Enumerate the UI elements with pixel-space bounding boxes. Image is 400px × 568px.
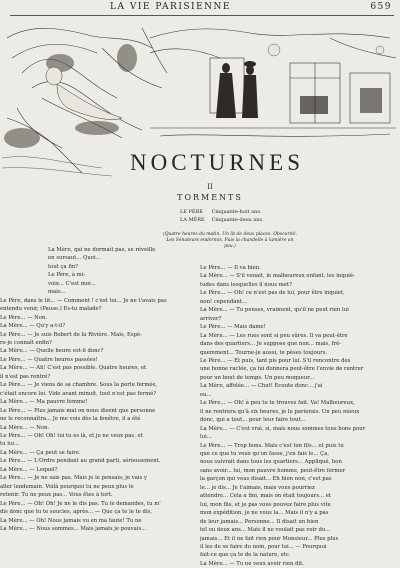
text-line: arriver? [200,315,222,322]
cast-description: Cinquante-huit ans. [211,209,262,215]
text-line: mon expédition, je ne vous la... Mais il n'y a pas [200,510,329,517]
text-line: en sursaut... Quoi... [48,255,101,262]
text-line: La Mère... — Tu penses, vraiment, qu'il ne peut rien lui [200,307,349,314]
text-line: nous suivrait dans tous les quartiers... Appliqué, bon [200,459,342,466]
text-line: Le Père... — Je viens de sa chambre. Sous la porte fermée, [0,382,158,389]
text-line: La Mère, qui ne dormait pas, se réveille [48,247,156,253]
text-line: La Mère... — Ça peut se faire. [0,449,81,456]
page-number: 659 [370,2,392,12]
text-line: La Mère... — Ah! C'est pas possible. Quatre heures, et [0,365,147,372]
text-line: tu lui... [0,441,20,448]
text-line: dis donc que tu te soucies, après... — Que ça te le te dis, [0,509,153,516]
text-line: Le Père... — Oh! Oh! toi tu es là, et je ne veux pas, et [0,432,143,439]
left-text-column [0,246,186,533]
text-line: La Mère... — Tu ne veux avoir rien dit. [200,560,304,567]
text-line: pour un bout de temps. Un peu moqueur... [200,374,315,381]
text-line: sans avoir... lui, mon pauvre homme, peut-être fermer [200,467,346,474]
text-line: ne le reconnaîtra... Je me vois dès la fenêtre, il a été [0,416,141,423]
text-line: aller lendemain. Voilà pourquoi tu ne peux plus le [0,483,134,490]
text-line: le... je dis... Je t'aimais, mais vous pourriez [200,484,315,491]
text-line: Le Père... — Il va bien. [200,265,261,271]
cast-row [180,208,264,216]
text-line: Le Père... — Oh! ce n'est pas de lui, pour être inquiet, [200,290,345,297]
text-line: re-je connaît enfin? [0,339,52,346]
text-line: La Mère... — C'est vrai, si, mais nous sommes tous bons pour [200,425,366,432]
cast-list [180,208,264,224]
text-line: non! cependant... [200,298,248,305]
text-line: eu... [200,391,212,398]
text-line: La Mère... — Les rues sont si peu sûres. Il va peut-être [200,332,348,339]
text-line: que ce que tu veux qu'on fasse, j'en fais le... Ça, [200,450,330,457]
text-line: fait-ce que ça te de la nature, etc. [200,552,291,559]
text-line: c'était encore lui. Vide avant minuit, tout n'est pas fermé? [0,390,157,397]
cast-role: LA MÈRE [180,217,205,223]
text-line: La Mère... — Quelle heure est-il donc? [0,348,104,355]
running-header [0,2,400,16]
text-line: Le Père... — Et puis, tant pis pour lui. S'il rencontre des [200,357,351,364]
text-line: Le Père... — Oh! Oh! Je ne le dis pas. Tu le demandes, tu m' [0,500,161,507]
night-street-illustration [150,18,396,148]
section-title: TORMENTS [177,193,243,202]
text-line: Le Père... — Non. [0,314,48,321]
text-line: il ne rentrera qu'à six heures, je le parierais. Un peu mieux [200,408,360,415]
text-line: quemment... Tourne-je aussi, te pèses toujours. [200,349,328,356]
text-line: La Mère... — Lequel? [0,466,58,473]
text-line: Le Père... — Je ne sais pas. Mais je le pensais; je vais y [0,475,148,482]
text-line: Le Père... — Quatre heures passées! [0,356,98,363]
text-line: Le Père... — Trop bons. Mais c'est ton fils... et puis tu [200,442,344,449]
text-line: La Mère... — Ma pauvre femme! [0,399,88,406]
text-line: lui... [200,434,212,441]
text-line: La Mère... — Qu'y a-t-il? [0,323,66,330]
text-line: il les de se faire du nom, pour lui... — Pourquoi [200,543,327,550]
right-text-column [200,264,396,568]
text-line: une bonne raclée, ça lui donnera peut-être l'envie de rentrer [200,366,364,373]
text-line: la garçon qui vous disait... Eh bien non, c'est pas [200,476,332,483]
cast-role: LE PÈRE [180,209,203,215]
text-line: tel ou deux ans... Mais il ne voulait pas voir du... [200,527,331,534]
publication-title: LA VIE PARISIENNE [110,2,231,12]
text-line: il n'est pas rentré? [0,373,51,380]
text-line: Le Père... — L'Ordre pendant au grand parti, sérieusement. [0,458,161,465]
text-line: dans des quartiers... Je suppose que non... mais, fré- [200,341,342,348]
text-line: La Mère, affolée... — Chut! Écoute donc... j'ai [200,383,323,390]
header-rule [10,15,394,16]
text-line: La Mère... — Non. [0,424,50,431]
text-line: Le Père... — Mais dame! [200,324,266,331]
text-line: Le Père... — Je suis Robert de la Rivière. Mais, Espè- [0,331,142,338]
text-line: Le Père, à mi- [48,272,86,279]
text-line: Le Père... — Plus jamais mal on nous disent que personne [0,407,156,414]
text-line: attendre... Cela a fini, mais on était toujours... et [200,493,332,500]
text-line: Le Père, dans le lit... — Comment ! c'est toi... Je ne t'avais pas [0,297,167,304]
text-line: de leur jamais... Personne... Il disait un bien [200,518,319,525]
text-line: retenir. Tu ne peux pas... Vous êtes à tort. [0,492,113,499]
text-line: mais... [48,289,66,296]
section-number: II [207,183,213,191]
text-line: jamais... Et il ne fait rien pour Monsieur... Plus plus [200,535,339,542]
text-line: donc, qui a tout... pour leur faire tout... [200,417,306,424]
cast-row [180,216,264,224]
text-line: Le Père... — Oh! à peu tu te trouves fait. Va! Malheureux, [200,400,355,407]
text-line: voix... C'est moi... [48,280,96,287]
article-title: NOCTURNES [130,150,305,175]
cast-description: Cinquante-deux ans. [211,217,264,223]
text-line: tout ça fin? [48,263,79,270]
text-line: tudes dans lesquelles il nous met? [200,281,292,288]
text-line: La Mère... — Nous sommes... Mais jamais je pouvais... [0,525,147,532]
text-line: lui, mon fils, et je pas vous pouvez faire plus vite [200,501,331,508]
text-line: entendu venir, (Pause.) Es-tu malade? [0,306,102,313]
text-line: La Mère... — Oh! Nous jamais vu en ma faute! Tu ne [0,517,142,524]
text-line: La Mère... — S'il venait, le malheureux enfant, les inquié- [200,273,355,280]
scene-direction: (Quatre heures du matin. Un lit de deux places. Obscurité. Les Sénateurs endormis. Puis la chandelle à lumière un peu.) [162,232,298,249]
